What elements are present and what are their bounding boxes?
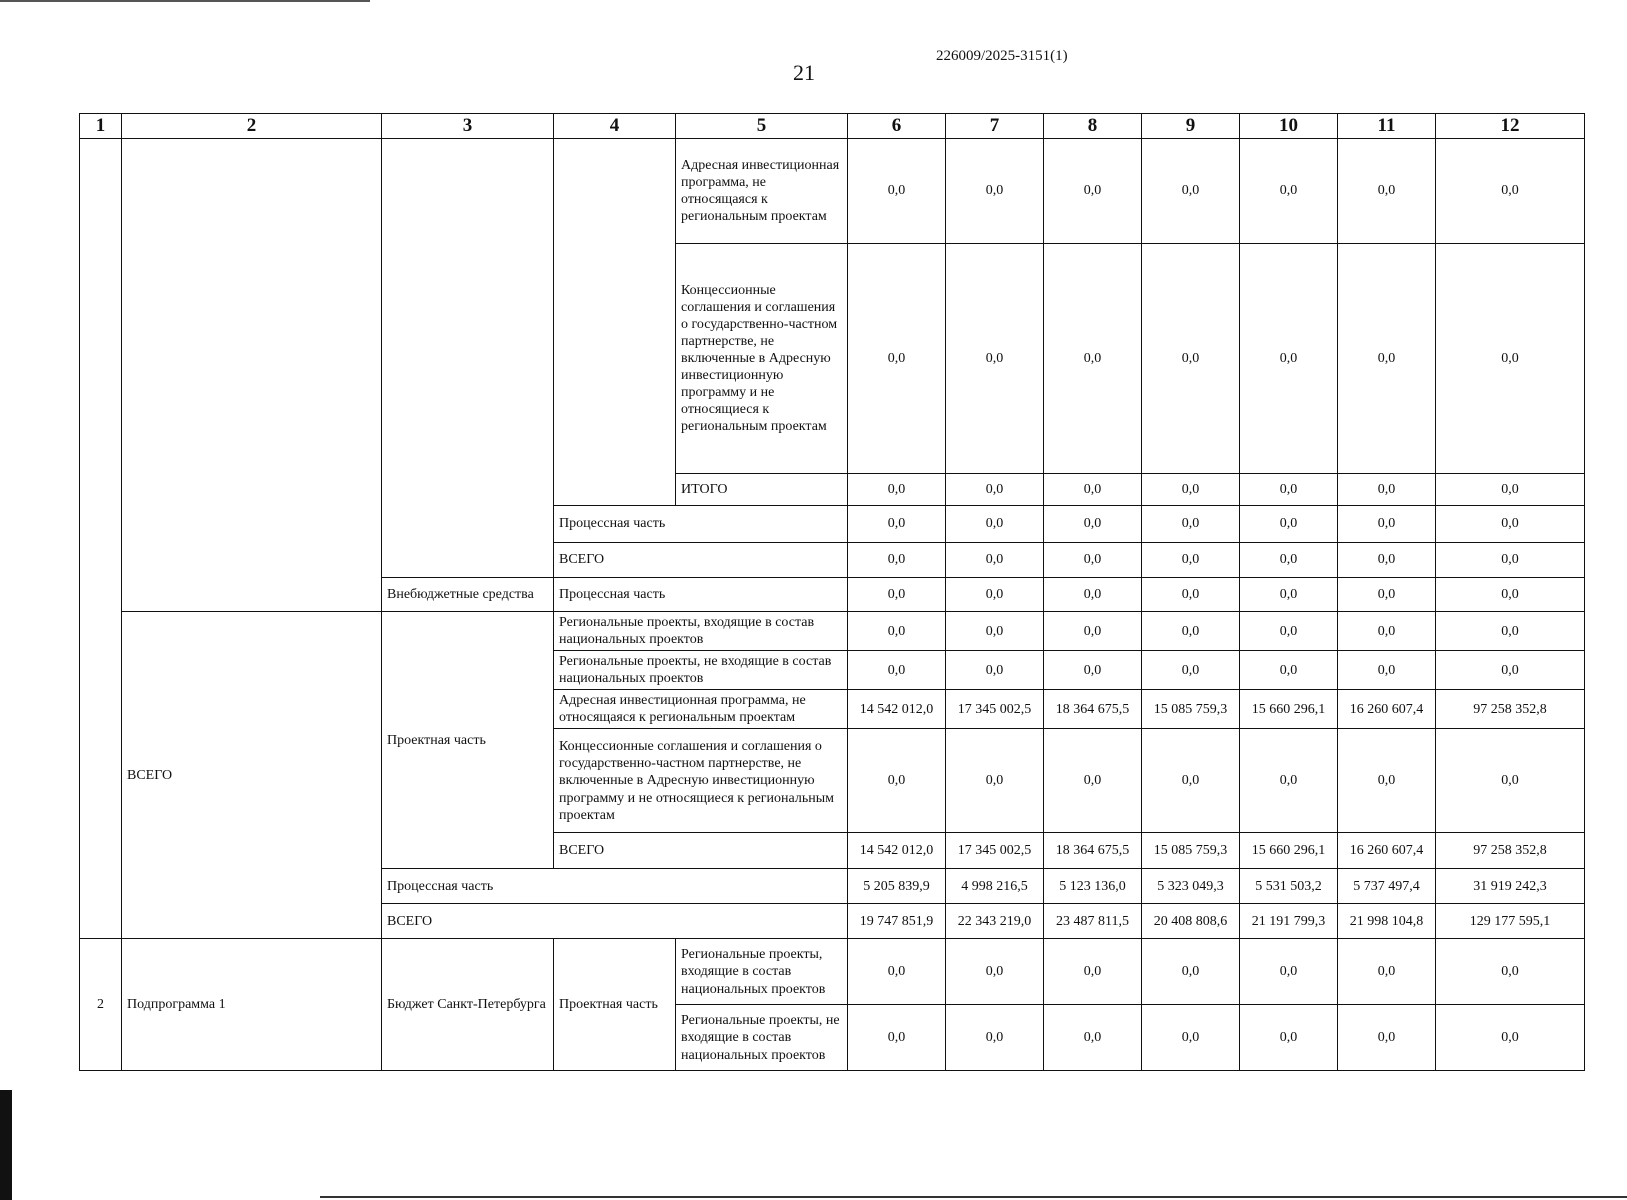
value-cell: 4 998 216,5 <box>946 869 1044 904</box>
value-cell: 0,0 <box>1436 939 1585 1005</box>
program-cell: Подпрограмма 1 <box>122 939 382 1071</box>
header-cell: 2 <box>122 114 382 139</box>
value-cell: 0,0 <box>1240 474 1338 506</box>
value-cell: 0,0 <box>848 474 946 506</box>
value-cell: 0,0 <box>1240 939 1338 1005</box>
value-cell: 0,0 <box>1044 578 1142 612</box>
value-cell: 19 747 851,9 <box>848 904 946 939</box>
row-label: Концессионные соглашения и соглашения о государственно-частном партнерстве, не включенные в Адресную инвестиционную программу и не относящиеся к региональным проектам <box>676 244 848 474</box>
value-cell: 31 919 242,3 <box>1436 869 1585 904</box>
value-cell: 0,0 <box>1044 543 1142 578</box>
value-cell: 0,0 <box>946 543 1044 578</box>
value-cell: 0,0 <box>1338 543 1436 578</box>
row-number-cell: 2 <box>80 939 122 1071</box>
value-cell: 0,0 <box>1142 1005 1240 1071</box>
value-cell: 0,0 <box>848 506 946 543</box>
value-cell: 18 364 675,5 <box>1044 690 1142 729</box>
value-cell: 0,0 <box>1338 139 1436 244</box>
row-label: Региональные проекты, входящие в состав национальных проектов <box>676 939 848 1005</box>
source-cell: Бюджет Санкт-Петербурга <box>382 939 554 1071</box>
budget-table <box>79 113 1585 1071</box>
value-cell: 0,0 <box>1240 612 1338 651</box>
row-label: Региональные проекты, входящие в состав национальных проектов <box>554 612 848 651</box>
value-cell: 97 258 352,8 <box>1436 690 1585 729</box>
value-cell: 17 345 002,5 <box>946 833 1044 869</box>
value-cell: 0,0 <box>1436 474 1585 506</box>
value-cell: 0,0 <box>1436 1005 1585 1071</box>
value-cell: 0,0 <box>946 939 1044 1005</box>
value-cell: 17 345 002,5 <box>946 690 1044 729</box>
value-cell: 0,0 <box>1142 244 1240 474</box>
header-cell: 3 <box>382 114 554 139</box>
table-row <box>80 612 1585 651</box>
row-label: Региональные проекты, не входящие в состав национальных проектов <box>676 1005 848 1071</box>
value-cell: 0,0 <box>1142 578 1240 612</box>
row-label: Региональные проекты, не входящие в состав национальных проектов <box>554 651 848 690</box>
table-row <box>80 139 1585 244</box>
value-cell: 5 123 136,0 <box>1044 869 1142 904</box>
value-cell: 0,0 <box>848 651 946 690</box>
value-cell: 0,0 <box>1338 578 1436 612</box>
value-cell: 0,0 <box>1142 139 1240 244</box>
document-number: 226009/2025-3151(1) <box>936 48 1068 64</box>
value-cell: 0,0 <box>1240 139 1338 244</box>
value-cell: 23 487 811,5 <box>1044 904 1142 939</box>
value-cell: 0,0 <box>1142 939 1240 1005</box>
value-cell: 0,0 <box>946 729 1044 833</box>
row-label: Адресная инвестиционная программа, не относящаяся к региональным проектам <box>554 690 848 729</box>
value-cell: 0,0 <box>1338 651 1436 690</box>
value-cell: 0,0 <box>1044 939 1142 1005</box>
value-cell: 0,0 <box>1436 651 1585 690</box>
value-cell: 0,0 <box>1436 612 1585 651</box>
value-cell: 0,0 <box>946 578 1044 612</box>
value-cell: 0,0 <box>1044 729 1142 833</box>
value-cell: 0,0 <box>946 1005 1044 1071</box>
value-cell: 0,0 <box>1240 578 1338 612</box>
scan-edge-top <box>0 0 370 2</box>
header-row <box>80 114 1585 139</box>
header-cell: 7 <box>946 114 1044 139</box>
value-cell: 0,0 <box>1338 506 1436 543</box>
value-cell: 0,0 <box>848 612 946 651</box>
value-cell: 0,0 <box>1142 651 1240 690</box>
value-cell: 21 191 799,3 <box>1240 904 1338 939</box>
value-cell: 0,0 <box>1044 474 1142 506</box>
value-cell: 0,0 <box>1240 729 1338 833</box>
source-cell <box>382 139 554 578</box>
value-cell: 5 205 839,9 <box>848 869 946 904</box>
value-cell: 0,0 <box>848 244 946 474</box>
value-cell: 0,0 <box>1142 729 1240 833</box>
value-cell: 0,0 <box>1240 543 1338 578</box>
value-cell: 0,0 <box>1436 729 1585 833</box>
value-cell: 129 177 595,1 <box>1436 904 1585 939</box>
value-cell: 21 998 104,8 <box>1338 904 1436 939</box>
value-cell: 0,0 <box>1240 244 1338 474</box>
value-cell: 0,0 <box>1338 729 1436 833</box>
value-cell: 0,0 <box>1142 543 1240 578</box>
value-cell: 0,0 <box>1436 506 1585 543</box>
value-cell: 0,0 <box>848 729 946 833</box>
value-cell: 0,0 <box>946 612 1044 651</box>
value-cell: 0,0 <box>848 939 946 1005</box>
value-cell: 0,0 <box>1044 1005 1142 1071</box>
value-cell: 0,0 <box>946 474 1044 506</box>
value-cell: 0,0 <box>1436 244 1585 474</box>
value-cell: 0,0 <box>848 1005 946 1071</box>
value-cell: 0,0 <box>1240 1005 1338 1071</box>
part-cell <box>554 139 676 506</box>
value-cell: 22 343 219,0 <box>946 904 1044 939</box>
value-cell: 5 531 503,2 <box>1240 869 1338 904</box>
value-cell: 0,0 <box>946 651 1044 690</box>
value-cell: 0,0 <box>946 139 1044 244</box>
value-cell: 0,0 <box>1338 474 1436 506</box>
row-label: ВСЕГО <box>122 612 382 939</box>
value-cell: 0,0 <box>1436 578 1585 612</box>
value-cell: 0,0 <box>1240 506 1338 543</box>
value-cell: 0,0 <box>1436 139 1585 244</box>
value-cell: 14 542 012,0 <box>848 690 946 729</box>
scan-edge-bottom <box>320 1196 1627 1198</box>
part-cell: Проектная часть <box>554 939 676 1071</box>
row-label: ВСЕГО <box>554 833 848 869</box>
program-cell <box>122 139 382 612</box>
value-cell: 0,0 <box>1044 244 1142 474</box>
row-number-cell <box>80 139 122 939</box>
row-label: Процессная часть <box>554 506 848 543</box>
value-cell: 0,0 <box>1142 474 1240 506</box>
header-cell: 1 <box>80 114 122 139</box>
value-cell: 0,0 <box>1142 506 1240 543</box>
value-cell: 18 364 675,5 <box>1044 833 1142 869</box>
value-cell: 0,0 <box>946 506 1044 543</box>
scan-edge-left <box>0 1090 12 1200</box>
value-cell: 5 737 497,4 <box>1338 869 1436 904</box>
header-cell: 12 <box>1436 114 1585 139</box>
header-cell: 8 <box>1044 114 1142 139</box>
row-label: ВСЕГО <box>382 904 848 939</box>
value-cell: 0,0 <box>1044 139 1142 244</box>
row-label: Концессионные соглашения и соглашения о государственно-частном партнерстве, не включенные в Адресную инвестиционную программу и не относящиеся к региональным проектам <box>554 729 848 833</box>
header-cell: 10 <box>1240 114 1338 139</box>
row-label: Внебюджетные средства <box>382 578 554 612</box>
value-cell: 16 260 607,4 <box>1338 690 1436 729</box>
header-cell: 11 <box>1338 114 1436 139</box>
header-cell: 5 <box>676 114 848 139</box>
value-cell: 15 085 759,3 <box>1142 690 1240 729</box>
value-cell: 0,0 <box>1142 612 1240 651</box>
row-label: ИТОГО <box>676 474 848 506</box>
value-cell: 0,0 <box>946 244 1044 474</box>
value-cell: 15 660 296,1 <box>1240 833 1338 869</box>
table-row <box>80 939 1585 1005</box>
row-label: Процессная часть <box>554 578 848 612</box>
value-cell: 5 323 049,3 <box>1142 869 1240 904</box>
header-cell: 6 <box>848 114 946 139</box>
value-cell: 16 260 607,4 <box>1338 833 1436 869</box>
value-cell: 97 258 352,8 <box>1436 833 1585 869</box>
page-number: 21 <box>793 60 815 85</box>
value-cell: 20 408 808,6 <box>1142 904 1240 939</box>
value-cell: 0,0 <box>1044 506 1142 543</box>
row-label: Адресная инвестиционная программа, не относящаяся к региональным проектам <box>676 139 848 244</box>
header-cell: 9 <box>1142 114 1240 139</box>
value-cell: 15 085 759,3 <box>1142 833 1240 869</box>
value-cell: 0,0 <box>848 543 946 578</box>
row-label: Проектная часть <box>382 612 554 869</box>
value-cell: 0,0 <box>1044 651 1142 690</box>
value-cell: 0,0 <box>848 139 946 244</box>
row-label: ВСЕГО <box>554 543 848 578</box>
value-cell: 0,0 <box>1338 244 1436 474</box>
value-cell: 0,0 <box>1044 612 1142 651</box>
value-cell: 0,0 <box>1436 543 1585 578</box>
value-cell: 0,0 <box>1240 651 1338 690</box>
value-cell: 15 660 296,1 <box>1240 690 1338 729</box>
value-cell: 14 542 012,0 <box>848 833 946 869</box>
value-cell: 0,0 <box>1338 612 1436 651</box>
value-cell: 0,0 <box>848 578 946 612</box>
value-cell: 0,0 <box>1338 1005 1436 1071</box>
header-cell: 4 <box>554 114 676 139</box>
row-label: Процессная часть <box>382 869 848 904</box>
value-cell: 0,0 <box>1338 939 1436 1005</box>
